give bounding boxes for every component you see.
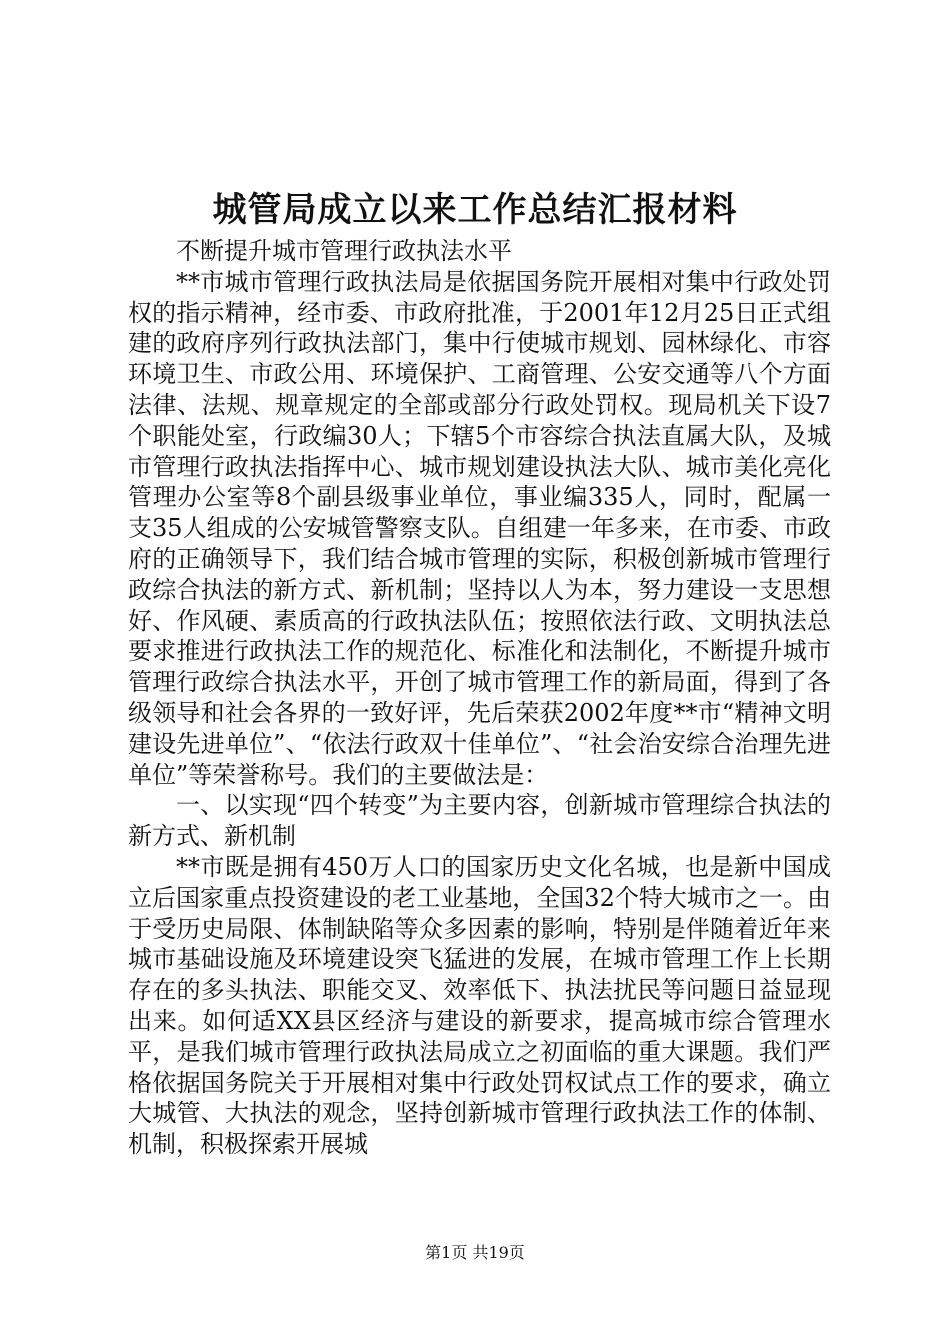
document-body bbox=[128, 236, 831, 1160]
body-paragraph: **市城市管理行政执法局是依据国务院开展相对集中行政处罚权的指示精神，经市委、市政府批准，于2001年12月25日正式组建的政府序列行政执法部门，集中行使城市规划、园林绿化、市容环境卫生、市政公用、环境保护、工商管理、公安交通等八个方面法律、法规、规章规定的全部或部分行政处罚权。现局机关下设7个职能处室，行政编30人；下辖5个市容综合执法直属大队，及城市管理行政执法指挥中心、城市规划建设执法大队、城市美化亮化管理办公室等8个副县级事业单位，事业编335人，同时，配属一支35人组成的公安城管警察支队。自组建一年多来，在市委、市政府的正确领导下，我们结合城市管理的实际，积极创新城市管理行政综合执法的新方式、新机制；坚持以人为本，努力建设一支思想好、作风硬、素质高的行政执法队伍；按照依法行政、文明执法总要求推进行政执法工作的规范化、标准化和法制化，不断提升城市管理行政综合执法水平，开创了城市管理工作的新局面，得到了各级领导和社会各界的一致好评，先后荣获2002年度**市“精神文明建设先进单位”、“依法行政双十佳单位”、“社会治安综合治理先进单位”等荣誉称号。我们的主要做法是： bbox=[128, 267, 831, 789]
section-heading: 一、以实现“四个转变”为主要内容，创新城市管理综合执法的新方式、新机制 bbox=[128, 791, 831, 851]
body-paragraph: **市既是拥有450万人口的国家历史文化名城，也是新中国成立后国家重点投资建设的老工业基地，全国32个特大城市之一。由于受历史局限、体制缺陷等众多因素的影响，特别是伴随着近年来城市基础设施及环境建设突飞猛进的发展，在城市管理工作上长期存在的多头执法、职能交叉、效率低下、执法扰民等问题日益显现出来。如何适XX县区经济与建设的新要求，提高城市综合管理水平，是我们城市管理行政执法局成立之初面临的重大课题。我们严格依据国务院关于开展相对集中行政处罚权试点工作的要求，确立大城管、大执法的观念，坚持创新城市管理行政执法工作的体制、机制，积极探索开展城 bbox=[128, 852, 831, 1159]
document-title: 城管局成立以来工作总结汇报材料 bbox=[212, 190, 738, 230]
page-number-footer: 第1页 共19页 bbox=[425, 1243, 525, 1262]
subtitle-paragraph: 不断提升城市管理行政执法水平 bbox=[176, 237, 512, 265]
